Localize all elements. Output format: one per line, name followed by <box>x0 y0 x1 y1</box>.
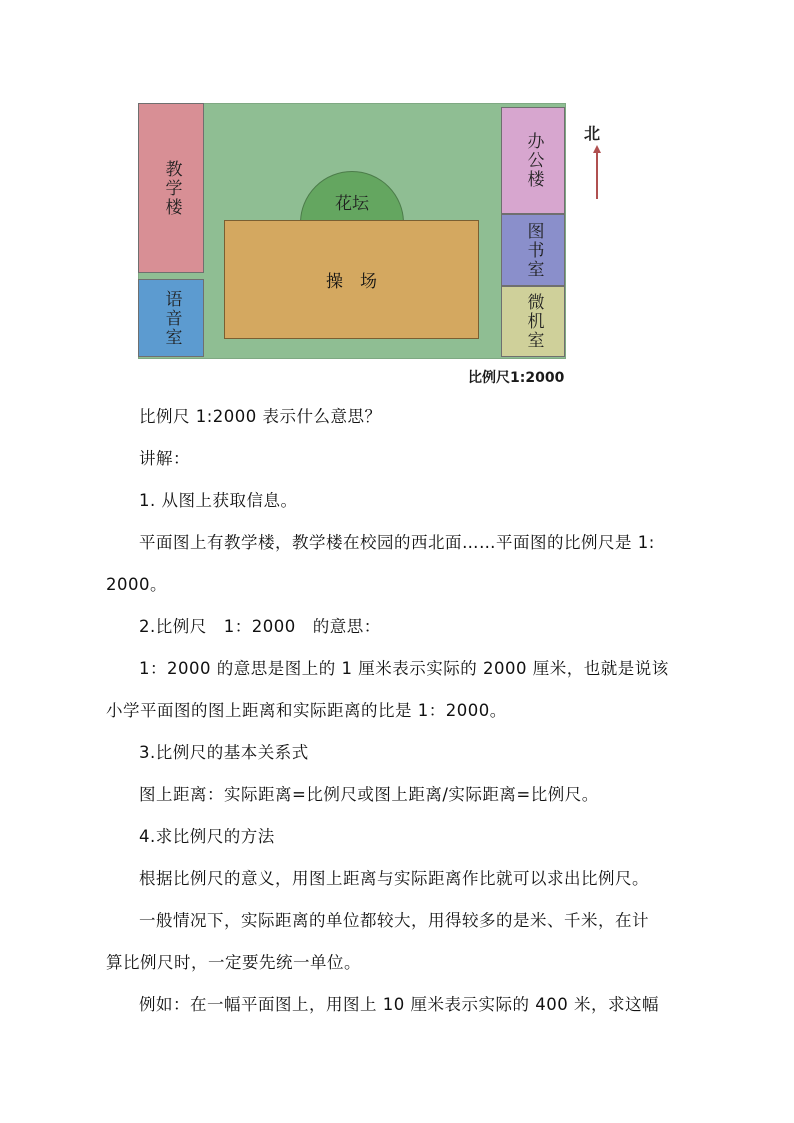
language-room <box>138 279 204 357</box>
teaching-building <box>138 103 204 273</box>
north-indicator <box>584 121 614 201</box>
paragraph2-line2: 算比例尺时，一定要先统一单位。 <box>106 953 361 972</box>
step1-title: 1. 从图上获取信息。 <box>139 491 298 510</box>
office-building <box>501 107 565 214</box>
example-text: 例如：在一幅平面图上，用图上 10 厘米表示实际的 400 米，求这幅 <box>139 995 659 1014</box>
computer-room-label: 微机室 <box>523 293 544 350</box>
step4-body: 根据比例尺的意义，用图上距离与实际距离作比就可以求出比例尺。 <box>139 869 649 888</box>
step2-body-line2: 小学平面图的图上距离和实际距离的比是 1：2000。 <box>106 701 507 720</box>
step3-body: 图上距离：实际距离=比例尺或图上距离/实际距离=比例尺。 <box>139 785 599 804</box>
library-label: 图书室 <box>523 221 544 279</box>
step2-title: 2.比例尺 1：2000 的意思： <box>139 617 381 636</box>
flower-bed-label: 花坛 <box>335 194 369 214</box>
playground-label: 操 场 <box>326 272 377 292</box>
paragraph2-line1: 一般情况下，实际距离的单位都较大，用得较多的是米、千米，在计 <box>139 911 649 930</box>
office-building-label: 办公楼 <box>523 132 544 189</box>
step1-body-line1: 平面图上有教学楼，教学楼在校园的西北面……平面图的比例尺是 1: <box>139 533 655 552</box>
north-label: 北 <box>584 124 601 143</box>
scale-label: 比例尺1:2000 <box>468 370 565 386</box>
step3-title: 3.比例尺的基本关系式 <box>139 743 309 762</box>
step4-title: 4.求比例尺的方法 <box>139 827 275 846</box>
computer-room <box>501 286 565 357</box>
language-room-label: 语音室 <box>161 289 182 347</box>
step1-body-line2: 2000。 <box>106 575 167 594</box>
playground <box>224 220 479 339</box>
explain-label: 讲解： <box>139 449 190 468</box>
step2-body-line1: 1：2000 的意思是图上的 1 厘米表示实际的 2000 厘米，也就是说该 <box>139 659 669 678</box>
north-arrow-icon <box>592 145 602 199</box>
school-plan-figure <box>138 103 616 386</box>
library <box>501 214 565 286</box>
teaching-building-label: 教学楼 <box>161 159 182 217</box>
question-text: 比例尺 1:2000 表示什么意思？ <box>139 407 382 426</box>
